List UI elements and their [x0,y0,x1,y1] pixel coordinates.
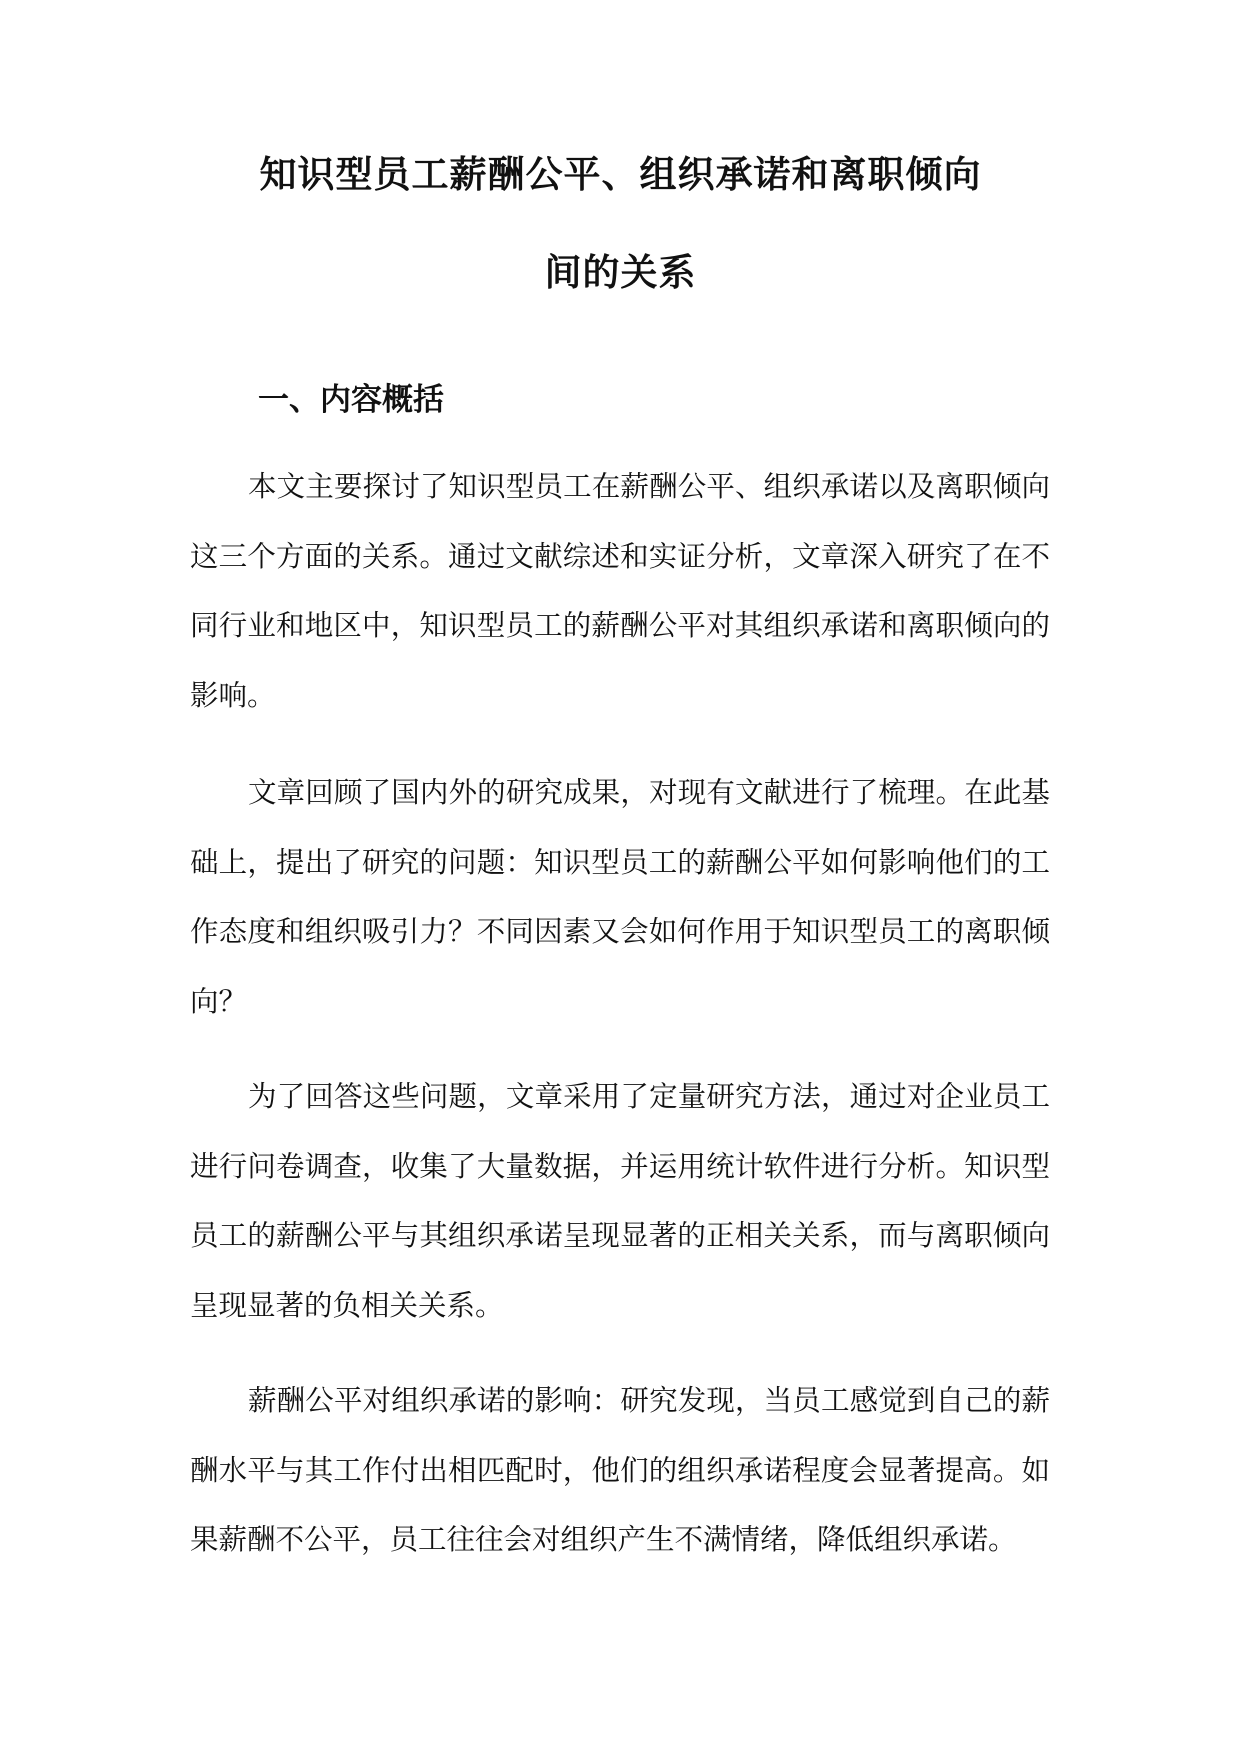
paragraph: 文章回顾了国内外的研究成果，对现有文献进行了梳理。在此基础上，提出了研究的问题：知识型员工的薪酬公平如何影响他们的工作态度和组织吸引力？不同因素又会如何作用于知识型员工的离职倾向？ [190,776,1050,1018]
paragraph: 为了回答这些问题，文章采用了定量研究方法，通过对企业员工进行问卷调查，收集了大量数据，并运用统计软件进行分析。知识型员工的薪酬公平与其组织承诺呈现显著的正相关关系，而与离职倾向呈现显著的负相关关系。 [190,1080,1050,1322]
document-title-line-2: 间的关系 [544,251,697,294]
paragraph: 薪酬公平对组织承诺的影响：研究发现，当员工感觉到自己的薪酬水平与其工作付出相匹配时，他们的组织承诺程度会显著提高。如果薪酬不公平，员工往往会对组织产生不满情绪，降低组织承诺。 [190,1384,1050,1556]
document-title-line-1: 知识型员工薪酬公平、组织承诺和离职倾向 [259,153,982,196]
section-heading: 一、内容概括 [258,382,444,418]
paragraph: 本文主要探讨了知识型员工在薪酬公平、组织承诺以及离职倾向这三个方面的关系。通过文献综述和实证分析，文章深入研究了在不同行业和地区中，知识型员工的薪酬公平对其组织承诺和离职倾向的影响。 [190,470,1050,712]
